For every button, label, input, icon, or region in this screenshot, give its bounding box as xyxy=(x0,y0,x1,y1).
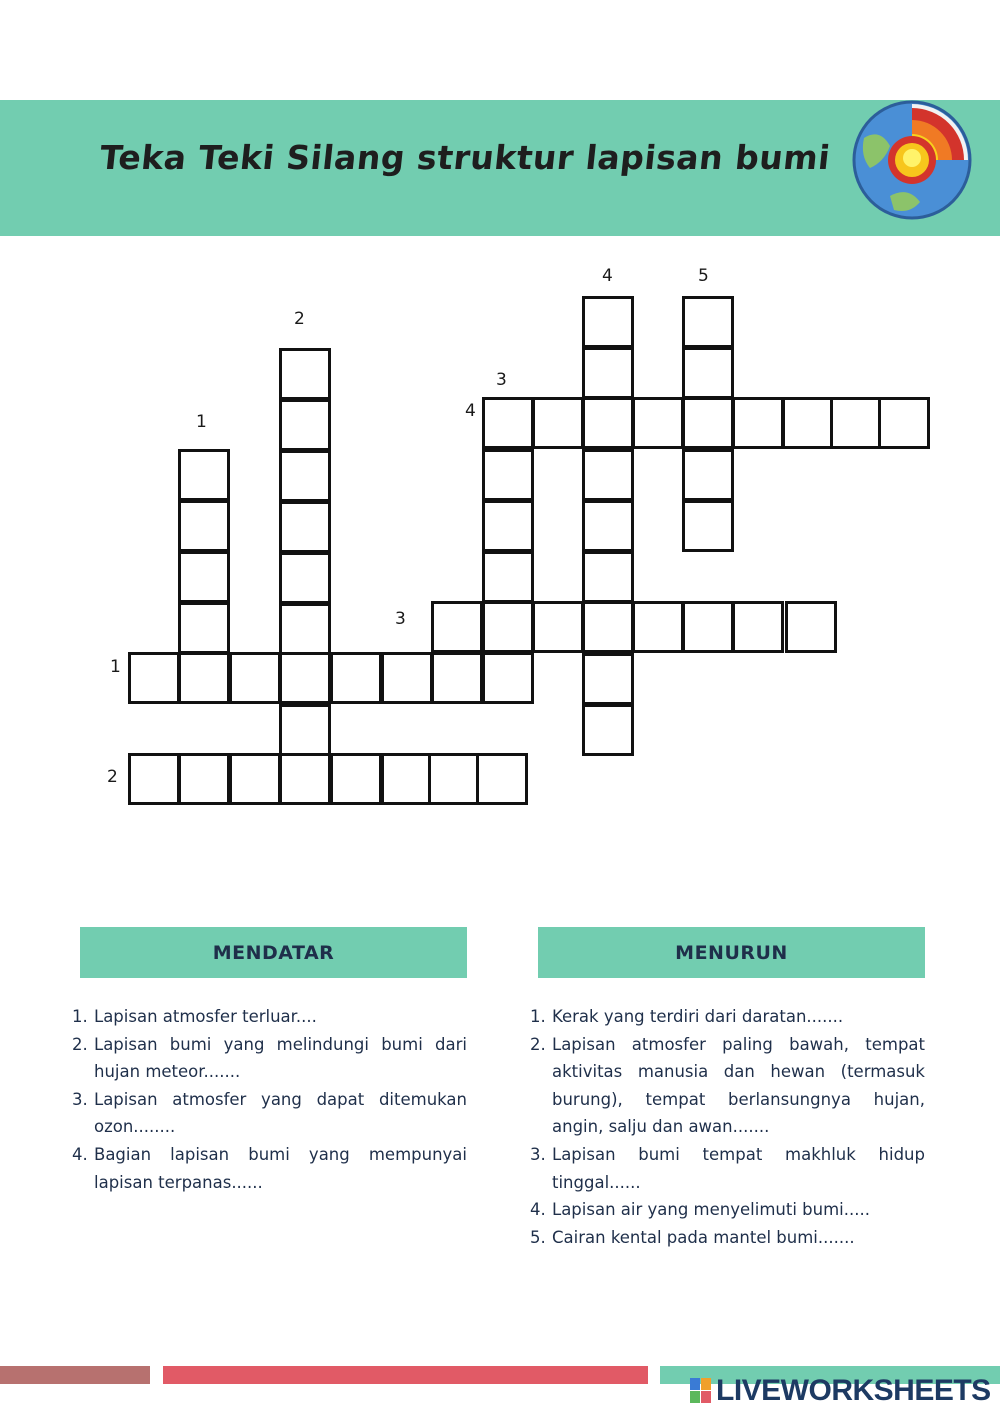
footer-bar-1 xyxy=(0,1366,150,1384)
crossword-cell[interactable] xyxy=(431,601,483,653)
earth-layers-icon xyxy=(850,98,974,222)
crossword-cell[interactable] xyxy=(279,450,331,502)
clue-number-down-3: 3 xyxy=(496,370,507,390)
crossword-cell[interactable] xyxy=(732,397,784,449)
crossword-cell[interactable] xyxy=(482,397,534,449)
crossword-cell[interactable] xyxy=(279,652,331,704)
crossword-cell[interactable] xyxy=(582,397,634,449)
crossword-cell[interactable] xyxy=(532,601,584,653)
crossword-cell[interactable] xyxy=(178,602,230,654)
crossword-cell[interactable] xyxy=(229,753,281,805)
crossword-cell[interactable] xyxy=(431,652,483,704)
crossword-cell[interactable] xyxy=(582,601,634,653)
crossword-cell[interactable] xyxy=(279,552,331,604)
crossword-cell[interactable] xyxy=(582,653,634,705)
crossword-cell[interactable] xyxy=(682,500,734,552)
crossword-cell[interactable] xyxy=(682,601,734,653)
list-item: 4. Bagian lapisan bumi yang mempunyai lapisan terpanas...... xyxy=(72,1144,467,1192)
crossword-cell[interactable] xyxy=(381,753,433,805)
list-item: 1. Kerak yang terdiri dari daratan....... xyxy=(530,1007,844,1026)
crossword-cell[interactable] xyxy=(878,397,930,449)
crossword-cell[interactable] xyxy=(178,551,230,603)
crossword-cell[interactable] xyxy=(279,753,331,805)
menurun-clue-list xyxy=(530,1003,925,1251)
list-item: 5. Cairan kental pada mantel bumi....... xyxy=(530,1227,855,1247)
list-item: 3. Lapisan atmosfer yang dapat ditemukan ozon........ xyxy=(72,1089,467,1137)
crossword-cell[interactable] xyxy=(682,449,734,501)
clue-number-across-1: 1 xyxy=(110,657,121,677)
crossword-cell[interactable] xyxy=(128,652,180,704)
list-item: 3. Lapisan bumi tempat makhluk hidup tinggal...... xyxy=(530,1144,925,1192)
menurun-heading: MENURUN xyxy=(538,927,925,978)
footer-bar-2 xyxy=(163,1366,648,1384)
crossword-cell[interactable] xyxy=(682,296,734,348)
list-item: 2. Lapisan bumi yang melindungi bumi dari hujan meteor....... xyxy=(72,1034,467,1082)
crossword-cell[interactable] xyxy=(178,753,230,805)
crossword-cell[interactable] xyxy=(279,704,331,756)
liveworksheets-logo-icon xyxy=(690,1378,712,1404)
crossword-cell[interactable] xyxy=(476,753,528,805)
crossword-cell[interactable] xyxy=(582,551,634,603)
crossword-cell[interactable] xyxy=(128,753,180,805)
clue-number-down-5: 5 xyxy=(698,266,709,286)
list-item: 2. Lapisan atmosfer paling bawah, tempat aktivitas manusia dan hewan (termasuk burung), tempat berlansungnya hujan, angin, salju dan awan....... xyxy=(530,1034,925,1137)
crossword-cell[interactable] xyxy=(582,296,634,348)
clue-number-down-2: 2 xyxy=(294,309,305,329)
clue-number-down-1: 1 xyxy=(196,412,207,432)
crossword-cell[interactable] xyxy=(428,753,480,805)
crossword-cell[interactable] xyxy=(632,601,684,653)
crossword-cell[interactable] xyxy=(229,652,281,704)
crossword-cell[interactable] xyxy=(178,500,230,552)
crossword-cell[interactable] xyxy=(482,551,534,603)
list-item: 4. Lapisan air yang menyelimuti bumi..... xyxy=(530,1200,870,1220)
crossword-cell[interactable] xyxy=(482,601,534,653)
crossword-cell[interactable] xyxy=(632,397,684,449)
footer-brand: LIVEWORKSHEETS xyxy=(716,1374,991,1407)
crossword-cell[interactable] xyxy=(682,397,734,449)
crossword-cell[interactable] xyxy=(279,399,331,451)
crossword-cell[interactable] xyxy=(279,603,331,655)
crossword-cell[interactable] xyxy=(782,397,834,449)
crossword-cell[interactable] xyxy=(482,449,534,501)
clue-number-across-3: 3 xyxy=(395,609,406,629)
mendatar-heading: MENDATAR xyxy=(80,927,467,978)
crossword-cell[interactable] xyxy=(682,347,734,399)
crossword-cell[interactable] xyxy=(582,500,634,552)
clue-number-across-4: 4 xyxy=(465,401,476,421)
crossword-cell[interactable] xyxy=(330,652,382,704)
mendatar-clue-list xyxy=(72,1003,467,1196)
crossword-cell[interactable] xyxy=(330,753,382,805)
clue-number-down-4: 4 xyxy=(602,266,613,286)
crossword-cell[interactable] xyxy=(532,397,584,449)
page-title: Teka Teki Silang struktur lapisan bumi xyxy=(97,138,833,177)
crossword-cell[interactable] xyxy=(582,449,634,501)
crossword-cell[interactable] xyxy=(582,347,634,399)
crossword-cell[interactable] xyxy=(178,449,230,501)
crossword-cell[interactable] xyxy=(732,601,784,653)
crossword-cell[interactable] xyxy=(279,501,331,553)
clue-number-across-2: 2 xyxy=(107,767,118,787)
crossword-cell[interactable] xyxy=(178,652,230,704)
list-item: 1. Lapisan atmosfer terluar.... xyxy=(72,1007,317,1026)
crossword-cell[interactable] xyxy=(482,500,534,552)
crossword-cell[interactable] xyxy=(830,397,882,449)
crossword-cell[interactable] xyxy=(482,652,534,704)
crossword-cell[interactable] xyxy=(381,652,433,704)
crossword-cell[interactable] xyxy=(785,601,837,653)
crossword-cell[interactable] xyxy=(279,348,331,400)
crossword-cell[interactable] xyxy=(582,704,634,756)
